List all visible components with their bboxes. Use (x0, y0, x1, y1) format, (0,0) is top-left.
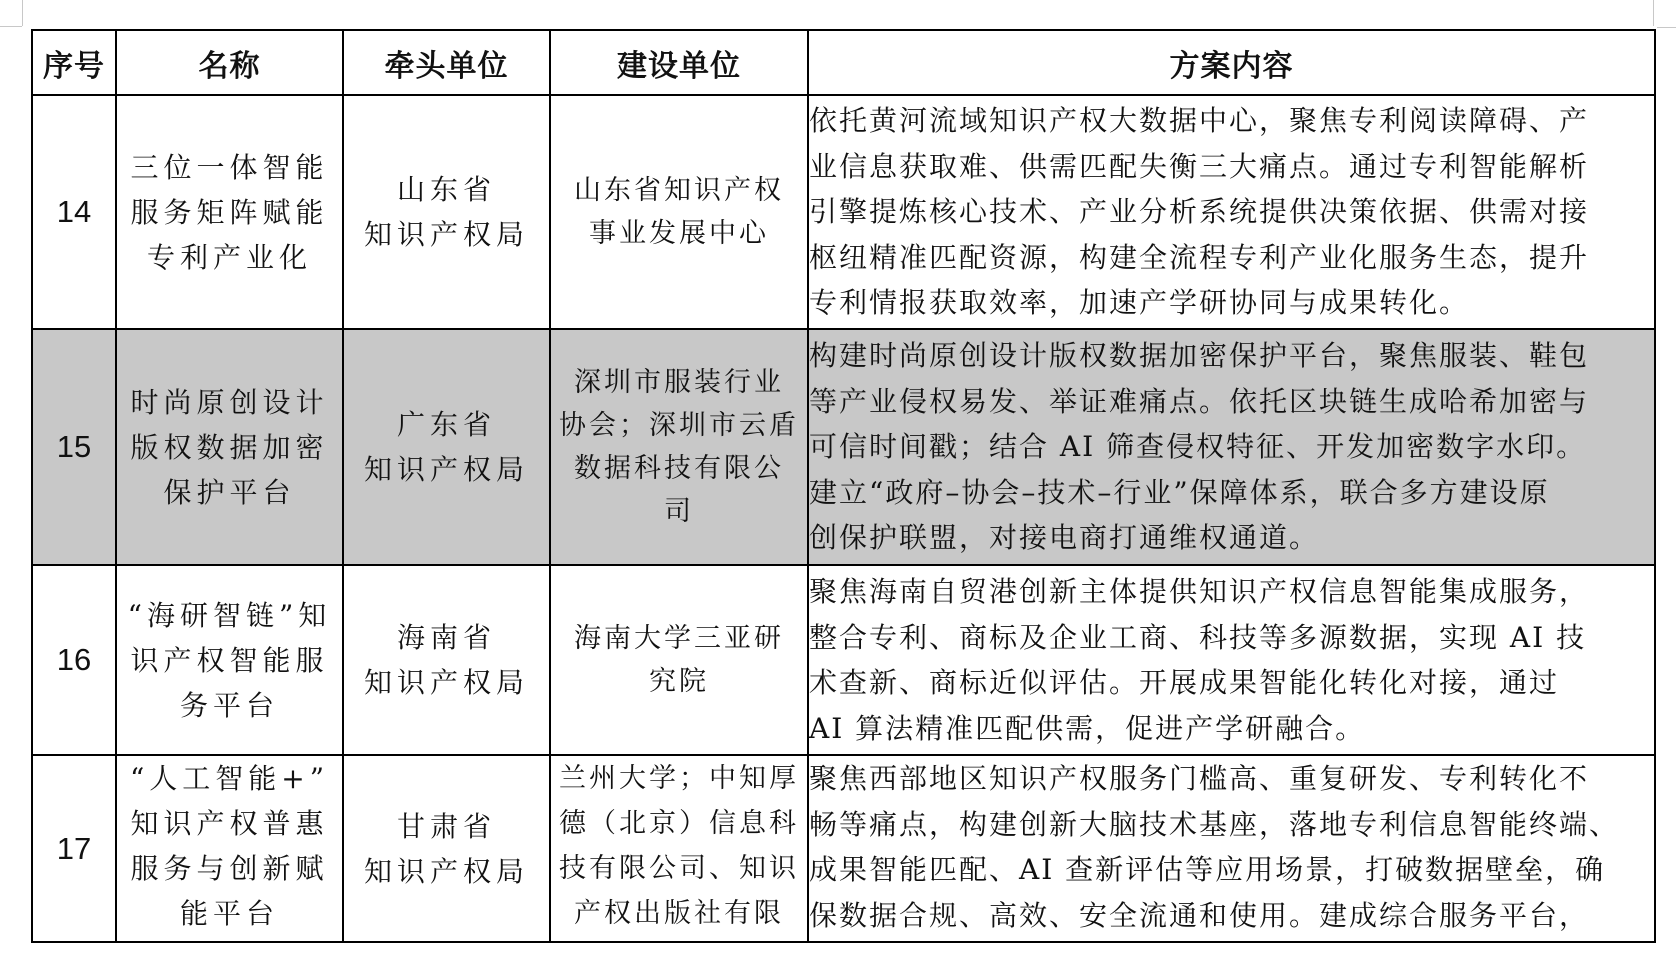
plan-content (808, 95, 1655, 329)
project-name (116, 329, 343, 565)
page-corner-mark (0, 26, 22, 27)
project-table (31, 29, 1656, 943)
project-name (116, 95, 343, 329)
text-line: 成果智能匹配、AI 查新评估等应用场景，打破数据壁垒，确 (809, 853, 1606, 886)
serial-number: 16 (32, 565, 116, 755)
header-plan-content: 方案内容 (808, 30, 1655, 95)
text-line: 术查新、商标近似评估。开展成果智能化转化对接，通过 (809, 666, 1560, 699)
plan-content (808, 565, 1655, 755)
plan-content (808, 755, 1655, 942)
text-line: 事业发展中心 (589, 218, 769, 249)
text-line: 服务矩阵赋能 (130, 195, 329, 229)
text-line: 专利产业化 (146, 240, 312, 274)
lead-unit (343, 565, 550, 755)
text-line: 知识产权局 (363, 218, 529, 251)
serial-number: 14 (32, 95, 116, 329)
plan-content (808, 329, 1655, 565)
text-line: 专利情报获取效率，加速产学研协同与成果转化。 (809, 286, 1470, 320)
text-line: 甘肃省 (396, 809, 496, 843)
text-line: 技有限公司、知识 (559, 853, 799, 884)
text-line: 版权数据加密 (130, 430, 329, 464)
table-row (32, 329, 1655, 565)
text-line: 司 (664, 496, 694, 527)
text-line: 德（北京）信息科 (559, 808, 799, 839)
text-line: 建立“政府–协会–技术–行业”保障体系，联合多方建设原 (809, 475, 1550, 509)
text-line: 协会；深圳市云盾 (559, 410, 799, 441)
lead-unit (343, 755, 550, 942)
serial-number: 15 (32, 329, 116, 565)
text-line: 产权出版社有限 (574, 898, 784, 929)
text-line: 保护平台 (163, 475, 296, 509)
builder-unit (550, 755, 808, 942)
text-line: 业信息获取难、供需匹配失衡三大痛点。通过专利智能解析 (809, 149, 1590, 183)
text-line: 整合专利、商标及企业工商、科技等多源数据，实现 AI 技 (809, 620, 1587, 654)
text-line: 深圳市服装行业 (574, 367, 784, 398)
project-name (116, 565, 343, 755)
text-line: 保数据合规、高效、安全流通和使用。建成综合服务平台， (809, 898, 1590, 932)
text-line: 山东省知识产权 (574, 175, 784, 206)
text-line: 引擎提炼核心技术、产业分析系统提供决策依据、供需对接 (809, 195, 1590, 229)
builder-unit (550, 329, 808, 565)
text-line: 海南大学三亚研 (574, 623, 784, 654)
text-line: 等产业侵权易发、举证难痛点。依托区块链生成哈希加密与 (809, 384, 1590, 418)
serial-number: 17 (32, 755, 116, 942)
lead-unit (343, 329, 550, 565)
table-header-row (32, 30, 1655, 95)
header-name: 名称 (116, 30, 343, 95)
text-line: 聚焦西部地区知识产权服务门槛高、重复研发、专利转化不 (809, 762, 1590, 795)
text-line: 时尚原创设计 (130, 385, 329, 419)
page-corner-mark (1653, 0, 1654, 26)
header-builder-unit: 建设单位 (550, 30, 808, 95)
text-line: AI 算法精准匹配供需，促进产学研融合。 (809, 711, 1366, 745)
table-row (32, 565, 1655, 755)
text-line: “人工智能+” (129, 762, 330, 795)
text-line: 可信时间戳；结合 AI 筛查侵权特征、开发加密数字水印。 (809, 430, 1587, 464)
text-line: 能平台 (179, 897, 279, 930)
text-line: 务平台 (179, 688, 279, 722)
text-line: 三位一体智能 (130, 150, 329, 184)
text-line: 畅等痛点，构建创新大脑技术基座，落地专利信息智能终端、 (809, 807, 1620, 841)
text-line: 广东省 (396, 408, 496, 441)
page-corner-mark (22, 0, 23, 26)
text-line: 枢纽精准匹配资源，构建全流程专利产业化服务生态，提升 (809, 240, 1590, 274)
text-line: 创保护联盟，对接电商打通维权通道。 (809, 521, 1320, 555)
text-line: 聚焦海南自贸港创新主体提供知识产权信息智能集成服务， (809, 575, 1590, 608)
text-line: 究院 (649, 666, 709, 697)
project-name (116, 755, 343, 942)
text-line: 知识产权普惠 (130, 807, 329, 840)
text-line: 山东省 (396, 173, 496, 206)
builder-unit (550, 565, 808, 755)
text-line: 数据科技有限公 (574, 453, 784, 484)
text-line: 知识产权局 (363, 854, 529, 888)
text-line: 海南省 (396, 621, 496, 654)
text-line: 依托黄河流域知识产权大数据中心，聚焦专利阅读障碍、产 (809, 104, 1590, 138)
text-line: 服务与创新赋 (130, 852, 329, 885)
lead-unit (343, 95, 550, 329)
text-line: “海研智链”知 (127, 598, 332, 632)
text-line: 兰州大学；中知厚 (559, 763, 799, 794)
table-row (32, 755, 1655, 942)
text-line: 知识产权局 (363, 453, 529, 486)
header-lead-unit: 牵头单位 (343, 30, 550, 95)
text-line: 知识产权局 (363, 666, 529, 699)
text-line: 识产权智能服 (130, 643, 329, 677)
builder-unit (550, 95, 808, 329)
table-row (32, 95, 1655, 329)
page-corner-mark (1657, 27, 1676, 28)
header-serial-number: 序号 (32, 30, 116, 95)
text-line: 构建时尚原创设计版权数据加密保护平台，聚焦服装、鞋包 (809, 339, 1590, 373)
